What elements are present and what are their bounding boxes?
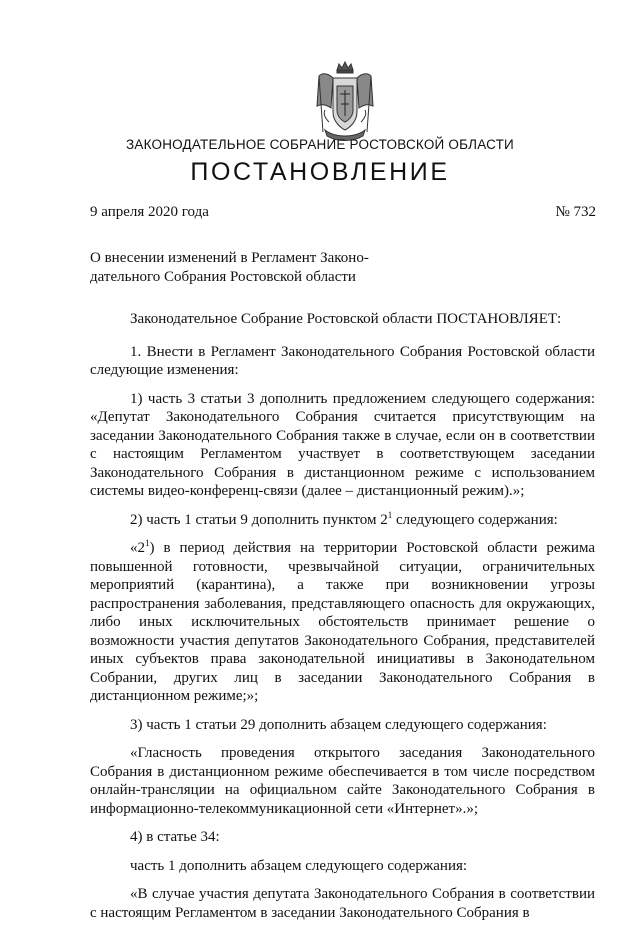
- document-subject: [90, 249, 369, 287]
- paragraph: 1) часть 3 статьи 3 дополнить предложением следующего содержания: «Депутат Законодательного Собрания считается присутствующим на заседании Законодательного Собрания также в случае, если он в соответствии с настоящим Регламентом участвует в соответствующем заседании Законодательного Собрания в дистанционном режиме с использованием системы видео-конференц-связи (далее – дистанционный режим).»;: [90, 390, 595, 499]
- subject-line: О внесении изменений в Регламент Законо-: [90, 250, 369, 266]
- paragraph: [90, 539, 595, 706]
- subject-line: дательного Собрания Ростовской области: [90, 269, 356, 285]
- superscript: 1: [145, 538, 150, 548]
- paragraph: часть 1 дополнить абзацем следующего содержания:: [130, 857, 468, 874]
- document-type-title: ПОСТАНОВЛЕНИЕ: [190, 158, 450, 186]
- paragraph-text: ) в период действия на территории Ростовской области режима повышенной готовности, чрезвычайной ситуации, ограничительных мероприятий (карантина), а также при возникновении угрозы распространения заболевания, представляющего опасность для окружающих, либо иных исключительных обстоятельств принимает решение о возможности участия депутатов Законодательного Собрания, представителей иных субъектов права законодательной инициативы в Законодательном Собрании, других лиц в заседании Законодательного Собрания в дистанционном режиме;»;: [90, 540, 595, 704]
- paragraph: «Гласность проведения открытого заседания Законодательного Собрания в дистанционном режиме обеспечивается в том числе посредством онлайн-трансляции на официальном сайте Законодательного Собрания в информационно-телекоммуникационной сети «Интернет».»;: [90, 745, 595, 817]
- document-date: 9 апреля 2020 года: [90, 204, 209, 220]
- preamble: Законодательное Собрание Ростовской области ПОСТАНОВЛЯЕТ:: [130, 311, 562, 327]
- paragraph: 4) в статье 34:: [130, 829, 220, 845]
- document-body: [90, 310, 595, 932]
- superscript: 1: [387, 509, 393, 520]
- paragraph-text: следующего содержания:: [392, 511, 558, 528]
- paragraph: 3) часть 1 статьи 29 дополнить абзацем следующего содержания:: [130, 716, 547, 733]
- paragraph-text: 2) часть 1 статьи 9 дополнить пунктом 2: [130, 511, 388, 528]
- paragraph-text: «2: [130, 540, 145, 556]
- paragraph: [90, 511, 595, 530]
- paragraph: 1. Внести в Регламент Законодательного Собрания Ростовской области следующие изменения:: [90, 343, 595, 378]
- paragraph: «В случае участия депутата Законодательного Собрания в соответствии с настоящим Регламентом в заседании Законодательного Собрания в: [90, 886, 595, 921]
- rostov-region-coat-of-arms-icon: [309, 60, 381, 144]
- assembly-name: ЗАКОНОДАТЕЛЬНОЕ СОБРАНИЕ РОСТОВСКОЙ ОБЛАСТИ: [126, 137, 514, 152]
- document-number: № 732: [555, 204, 596, 220]
